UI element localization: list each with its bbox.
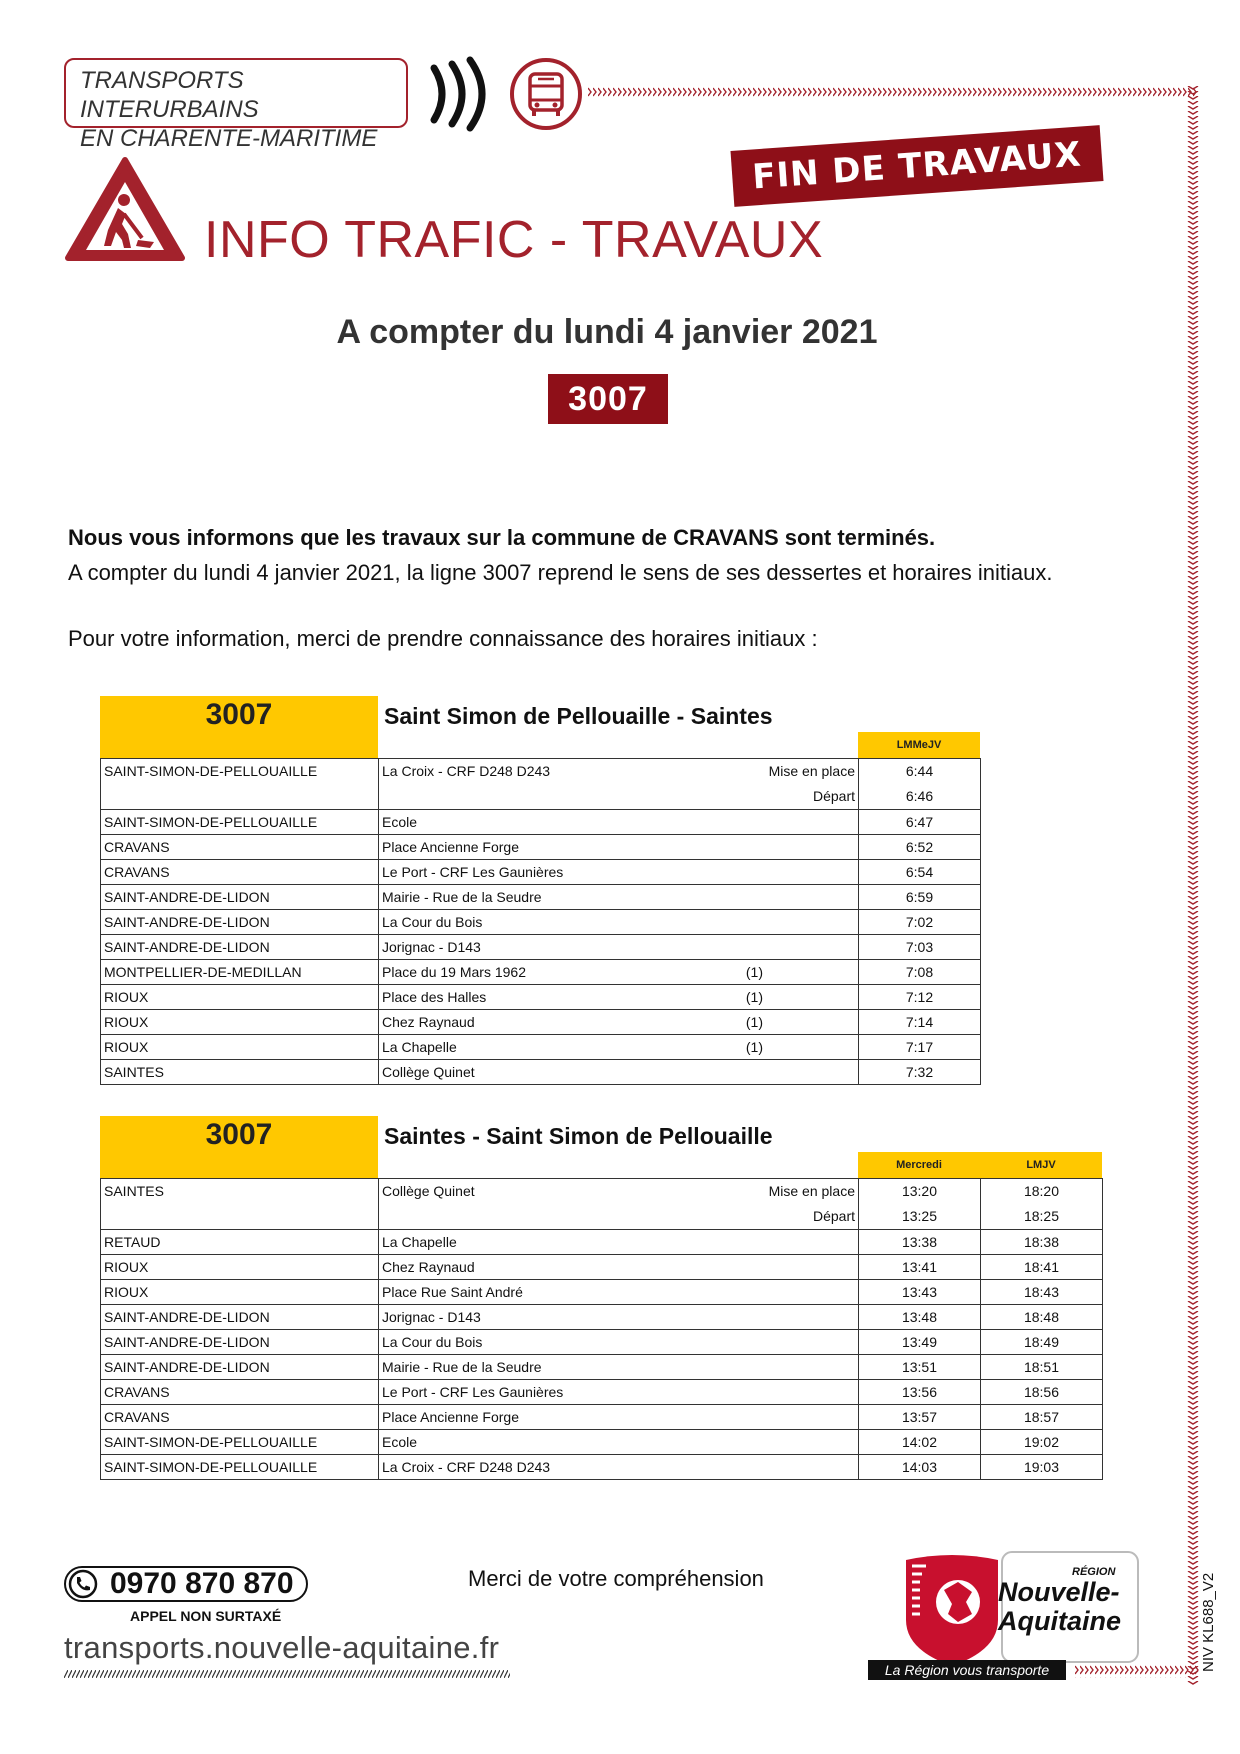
commune-cell: CRAVANS bbox=[101, 1405, 379, 1430]
stop-cell: La Cour du Bois bbox=[379, 1330, 859, 1355]
table-row bbox=[101, 759, 981, 810]
time-cell: 13:20 bbox=[901, 1183, 938, 1199]
website-link[interactable]: transports.nouvelle-aquitaine.fr bbox=[64, 1630, 500, 1665]
region-name-line-1: Nouvelle- bbox=[998, 1577, 1120, 1607]
setup-label: Mise en place bbox=[768, 763, 855, 779]
info-paragraph-1: Nous vous informons que les travaux sur la commune de CRAVANS sont terminés. bbox=[68, 525, 936, 550]
region-name-line-2: Aquitaine bbox=[998, 1606, 1122, 1636]
commune-cell: SAINT-SIMON-DE-PELLOUAILLE bbox=[101, 1455, 379, 1480]
commune-cell: CRAVANS bbox=[101, 1380, 379, 1405]
commune-cell: SAINTES bbox=[101, 1060, 379, 1085]
commune-cell: RIOUX bbox=[101, 1280, 379, 1305]
route-title: Saint Simon de Pellouaille - Saintes bbox=[384, 703, 773, 729]
roadwork-warning-icon bbox=[64, 156, 186, 264]
document-reference: NIV KL688_V2 bbox=[1200, 1572, 1217, 1672]
table-row bbox=[101, 1230, 1103, 1255]
table-row bbox=[101, 860, 981, 885]
stop-cell: Mairie - Rue de la Seudre bbox=[382, 889, 542, 905]
table-row bbox=[101, 1455, 1103, 1480]
days-label-weekdays: LMJV bbox=[1026, 1159, 1056, 1171]
stop-cell: La Croix - CRF D248 D243 bbox=[379, 1455, 859, 1480]
commune-cell: CRAVANS bbox=[101, 860, 379, 885]
stop-cell: La Chapelle bbox=[382, 1039, 457, 1055]
commune-cell: CRAVANS bbox=[101, 835, 379, 860]
table-row bbox=[101, 910, 981, 935]
decorative-border-top bbox=[588, 86, 1198, 98]
commune-cell: RIOUX bbox=[101, 1255, 379, 1280]
time-cell: 19:03 bbox=[981, 1455, 1103, 1480]
time-cell: 13:43 bbox=[859, 1280, 981, 1305]
table-row bbox=[101, 1405, 1103, 1430]
time-cell: 6:46 bbox=[905, 788, 934, 804]
note-cell: (1) bbox=[745, 1014, 763, 1030]
time-cell: 14:02 bbox=[859, 1430, 981, 1455]
bus-icon bbox=[508, 56, 584, 132]
stop-cell: Ecole bbox=[382, 814, 418, 830]
commune-cell: SAINT-ANDRE-DE-LIDON bbox=[101, 910, 379, 935]
region-name bbox=[998, 1578, 1121, 1636]
time-cell: 18:38 bbox=[981, 1230, 1103, 1255]
commune-cell: SAINT-SIMON-DE-PELLOUAILLE bbox=[104, 763, 318, 779]
schedule-rows bbox=[100, 1178, 1103, 1480]
commune-cell: RIOUX bbox=[101, 1035, 379, 1060]
phone-number[interactable]: 0970 870 870 bbox=[110, 1567, 294, 1600]
time-cell: 7:32 bbox=[859, 1060, 981, 1085]
table-row bbox=[101, 985, 981, 1010]
table-row bbox=[101, 1355, 1103, 1380]
stop-cell: Place du 19 Mars 1962 bbox=[382, 964, 526, 980]
commune-cell: SAINT-ANDRE-DE-LIDON bbox=[101, 1305, 379, 1330]
table-row bbox=[101, 935, 981, 960]
stop-cell: La Croix - CRF D248 D243 bbox=[382, 763, 551, 779]
brand-box bbox=[64, 58, 408, 152]
time-cell: 6:59 bbox=[859, 885, 981, 910]
brand-line-1: TRANSPORTS INTERURBAINS bbox=[80, 67, 259, 123]
page-title: A compter du lundi 4 janvier 2021 bbox=[336, 313, 878, 351]
time-cell: 18:56 bbox=[981, 1380, 1103, 1405]
route-title: Saintes - Saint Simon de Pellouaille bbox=[384, 1123, 773, 1149]
time-cell: 7:17 bbox=[859, 1035, 981, 1060]
decorative-hatch bbox=[64, 1670, 510, 1678]
commune-cell: SAINT-ANDRE-DE-LIDON bbox=[101, 885, 379, 910]
schedule-table-return bbox=[100, 1116, 1103, 1480]
time-cell: 18:51 bbox=[981, 1355, 1103, 1380]
commune-cell: SAINT-ANDRE-DE-LIDON bbox=[101, 935, 379, 960]
time-cell: 18:20 bbox=[1023, 1183, 1060, 1199]
commune-cell: SAINT-SIMON-DE-PELLOUAILLE bbox=[101, 810, 379, 835]
commune-cell: RIOUX bbox=[101, 985, 379, 1010]
time-cell: 18:49 bbox=[981, 1330, 1103, 1355]
time-cell: 14:03 bbox=[859, 1455, 981, 1480]
schedule-rows bbox=[100, 758, 981, 1085]
info-title: INFO TRAFIC - TRAVAUX bbox=[204, 211, 824, 269]
stop-cell: Place Rue Saint André bbox=[379, 1280, 859, 1305]
time-cell: 13:25 bbox=[901, 1208, 938, 1224]
commune-cell: SAINT-ANDRE-DE-LIDON bbox=[101, 1330, 379, 1355]
time-cell: 19:02 bbox=[981, 1430, 1103, 1455]
line-number-cell: 3007 bbox=[100, 1116, 378, 1178]
time-cell: 13:48 bbox=[859, 1305, 981, 1330]
time-cell: 13:56 bbox=[859, 1380, 981, 1405]
table-row bbox=[101, 1280, 1103, 1305]
info-paragraph-2: A compter du lundi 4 janvier 2021, la ligne 3007 reprend le sens de ses dessertes et horaires initiaux. bbox=[68, 560, 1053, 585]
table-row bbox=[101, 1430, 1103, 1455]
departure-label: Départ bbox=[812, 1208, 855, 1224]
commune-cell: SAINT-SIMON-DE-PELLOUAILLE bbox=[101, 1430, 379, 1455]
table-row bbox=[101, 1035, 981, 1060]
time-cell: 6:54 bbox=[859, 860, 981, 885]
time-cell: 13:38 bbox=[859, 1230, 981, 1255]
time-cell: 13:51 bbox=[859, 1355, 981, 1380]
days-label-wednesday: Mercredi bbox=[896, 1159, 942, 1171]
table-row bbox=[101, 1060, 981, 1085]
time-cell: 18:57 bbox=[981, 1405, 1103, 1430]
commune-cell: RETAUD bbox=[101, 1230, 379, 1255]
time-cell: 18:25 bbox=[1023, 1208, 1060, 1224]
time-cell: 6:44 bbox=[905, 763, 934, 779]
table-row bbox=[101, 885, 981, 910]
table-row bbox=[101, 1305, 1103, 1330]
line-number-badge: 3007 bbox=[548, 374, 668, 424]
table-row bbox=[101, 835, 981, 860]
region-small-label: RÉGION bbox=[1072, 1566, 1116, 1578]
stop-cell: Place Ancienne Forge bbox=[382, 839, 519, 855]
setup-label: Mise en place bbox=[768, 1183, 855, 1199]
table-row bbox=[101, 1179, 1103, 1230]
stop-cell: Mairie - Rue de la Seudre bbox=[379, 1355, 859, 1380]
signal-waves-icon bbox=[426, 56, 496, 132]
time-cell: 6:52 bbox=[859, 835, 981, 860]
table-row bbox=[101, 810, 981, 835]
stop-cell: Le Port - CRF Les Gaunières bbox=[382, 864, 564, 880]
phone-note: APPEL NON SURTAXÉ bbox=[130, 1608, 282, 1624]
table-row bbox=[101, 960, 981, 985]
time-cell: 13:41 bbox=[859, 1255, 981, 1280]
stop-cell: Chez Raynaud bbox=[379, 1255, 859, 1280]
stop-cell: La Chapelle bbox=[379, 1230, 859, 1255]
table-header bbox=[100, 696, 981, 758]
end-of-works-stamp: FIN DE TRAVAUX bbox=[730, 125, 1103, 207]
phone-icon bbox=[68, 1569, 98, 1599]
time-cell: 7:03 bbox=[859, 935, 981, 960]
note-cell: (1) bbox=[745, 1039, 763, 1055]
commune-cell: SAINT-ANDRE-DE-LIDON bbox=[101, 1355, 379, 1380]
table-row bbox=[101, 1010, 981, 1035]
time-cell: 18:41 bbox=[981, 1255, 1103, 1280]
stop-cell: Le Port - CRF Les Gaunières bbox=[379, 1380, 859, 1405]
days-label: LMMeJV bbox=[896, 739, 942, 751]
stop-cell: Chez Raynaud bbox=[382, 1014, 475, 1030]
note-cell: (1) bbox=[745, 964, 763, 980]
commune-cell: RIOUX bbox=[101, 1010, 379, 1035]
time-cell: 7:14 bbox=[859, 1010, 981, 1035]
thanks-text: Merci de votre compréhension bbox=[468, 1566, 764, 1591]
line-number-cell: 3007 bbox=[100, 696, 378, 758]
time-cell: 13:49 bbox=[859, 1330, 981, 1355]
stop-cell: Ecole bbox=[379, 1430, 859, 1455]
region-tagline: La Région vous transporte bbox=[868, 1660, 1066, 1680]
table-row bbox=[101, 1255, 1103, 1280]
stop-cell: Jorignac - D143 bbox=[379, 1305, 859, 1330]
table-row bbox=[101, 1330, 1103, 1355]
stop-cell: Place Ancienne Forge bbox=[379, 1405, 859, 1430]
time-cell: 18:43 bbox=[981, 1280, 1103, 1305]
time-cell: 7:12 bbox=[859, 985, 981, 1010]
time-cell: 6:47 bbox=[859, 810, 981, 835]
time-cell: 18:48 bbox=[981, 1305, 1103, 1330]
time-cell: 7:02 bbox=[859, 910, 981, 935]
time-cell: 7:08 bbox=[859, 960, 981, 985]
brand-line-2: EN CHARENTE-MARITIME bbox=[80, 125, 378, 152]
table-header bbox=[100, 1116, 1103, 1178]
stop-cell: Place des Halles bbox=[382, 989, 487, 1005]
stop-cell: La Cour du Bois bbox=[382, 914, 483, 930]
commune-cell: SAINTES bbox=[104, 1183, 164, 1199]
stop-cell: Collège Quinet bbox=[382, 1183, 475, 1199]
stop-cell: Collège Quinet bbox=[382, 1064, 475, 1080]
info-paragraph-3: Pour votre information, merci de prendre connaissance des horaires initiaux : bbox=[68, 626, 818, 651]
departure-label: Départ bbox=[812, 788, 855, 804]
schedule-table-outbound bbox=[100, 696, 981, 1085]
commune-cell: MONTPELLIER-DE-MEDILLAN bbox=[101, 960, 379, 985]
table-row bbox=[101, 1380, 1103, 1405]
note-cell: (1) bbox=[745, 989, 763, 1005]
stop-cell: Jorignac - D143 bbox=[382, 939, 481, 955]
time-cell: 13:57 bbox=[859, 1405, 981, 1430]
